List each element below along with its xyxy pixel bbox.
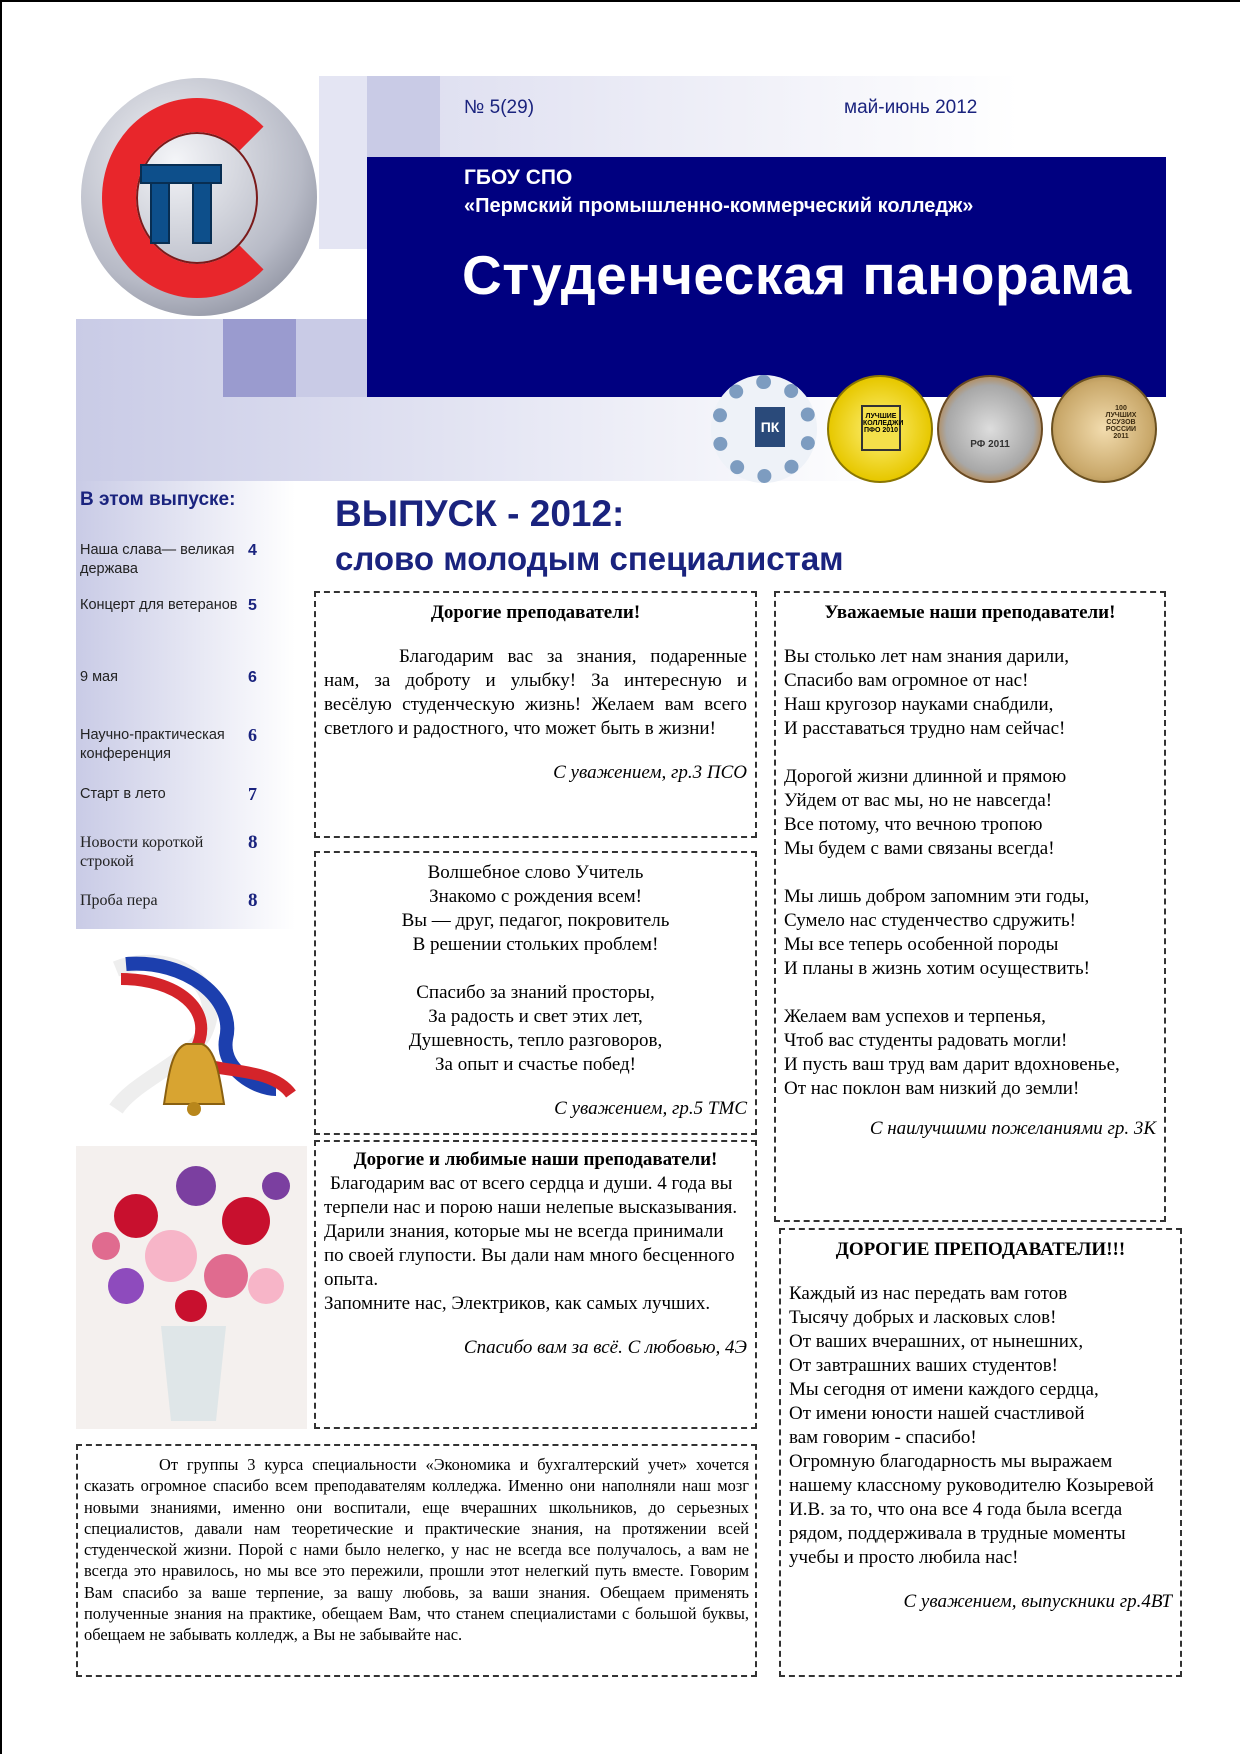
letter-box-4e [314, 1140, 757, 1429]
deco-square [296, 319, 367, 397]
poem-box-4vt [779, 1228, 1182, 1677]
letter-signature: С уважением, гр.3 ПСО [553, 762, 747, 783]
letter-box-economics [76, 1444, 757, 1677]
headline-line2: слово молодым специалистам [335, 540, 844, 577]
bell-image [76, 939, 307, 1129]
toc-heading: В этом выпуске: [80, 489, 236, 510]
toc-item-page: 4 [248, 542, 257, 559]
stanza-gap [784, 861, 1156, 885]
org-line1: ГБОУ СПО [464, 166, 573, 189]
stanza-gap [784, 741, 1156, 765]
poem-line: Знакомо с рождения всем! [429, 886, 642, 907]
logo-letter-p [140, 164, 222, 244]
toc-item-title: Новости короткой строкой [80, 834, 204, 870]
headline-line1: ВЫПУСК - 2012: [335, 493, 625, 534]
bronze-medal-icon [937, 375, 1043, 483]
toc-item[interactable] [80, 668, 300, 687]
poem-line: И планы в жизнь хотим осуществить! [784, 958, 1090, 979]
poem-line: За опыт и счастье побед! [435, 1054, 636, 1075]
pk-label: ПК [755, 407, 785, 447]
poem-line: От завтрашних ваших студентов! [789, 1355, 1059, 1376]
poem-box-5tms [314, 851, 757, 1135]
poem-line: За радость и свет этих лет, [428, 1006, 643, 1027]
toc-item[interactable] [80, 891, 300, 910]
letter-title: Дорогие и любимые наши преподаватели! [353, 1149, 718, 1170]
toc-item-page: 6 [248, 725, 257, 745]
gold-medal-icon [1051, 375, 1157, 483]
toc-item-title: Научно-практическая конференция [80, 727, 225, 762]
poem-line: Желаем вам успехов и терпенья, [784, 1006, 1046, 1027]
letter-text: Благодарим вас за знания, подаренные нам, за доброту и улыбку! За интересную и весёлую студенческую жизнь! Желаем вам всего светлого и радостного, что может быть в жизни! [324, 646, 747, 739]
poem-line: В решении стольких проблем! [412, 934, 659, 955]
deco-square [223, 319, 296, 397]
poem-line: Сумело нас студенчество сдружить! [784, 910, 1076, 931]
poem-line: вам говорим - спасибо! [789, 1427, 977, 1448]
letter-text: Благодарим вас от всего сердца и души. 4 года вы терпели нас и порою наши нелепые высказывания. [324, 1173, 738, 1218]
toc-item[interactable] [80, 726, 300, 764]
poem-line: Уйдем от вас мы, но не навсегда! [784, 790, 1053, 811]
poem-line: Вы — друг, педагог, покровитель [401, 910, 670, 931]
poem-lines [789, 1282, 1172, 1450]
table-of-contents [76, 481, 307, 929]
toc-item-page: 6 [248, 669, 257, 686]
toc-item[interactable] [80, 785, 300, 804]
poem-box-3k [774, 591, 1166, 1222]
letter-box-3pso [314, 591, 757, 838]
medal-label: 100 ЛУЧШИХ ССУЗОВ РОССИИ 2011 [1105, 405, 1137, 440]
poem-line: Спасибо вам огромное от нас! [784, 670, 1029, 691]
poem-line: Наш кругозор науками снабдили, [784, 694, 1054, 715]
medal-label: ЛУЧШИЕ КОЛЛЕДЖИ ПФО 2010 [861, 405, 901, 451]
college-logo [76, 76, 319, 319]
medal-label: РФ 2011 [970, 439, 1010, 450]
toc-item-page: 8 [248, 832, 258, 853]
poem-line: И пусть ваш труд вам дарит вдохновенье, [784, 1054, 1120, 1075]
deco-square [367, 76, 440, 157]
issue-date: май-июнь 2012 [844, 97, 978, 118]
poem-lines [784, 645, 1156, 1101]
stanza-gap [784, 981, 1156, 1005]
toc-item-page: 5 [248, 597, 257, 614]
poem-line: Мы сегодня от имени каждого сердца, [789, 1379, 1099, 1400]
toc-item-title: Концерт для ветеранов [80, 597, 238, 613]
poem-line: Мы лишь добром запомним эти годы, [784, 886, 1090, 907]
letter-signature: С наилучшими пожеланиями гр. 3К [869, 1118, 1156, 1139]
toc-item-page: 7 [248, 784, 257, 804]
letter-title: Уважаемые наши преподаватели! [824, 602, 1116, 623]
toc-item-page: 8 [248, 890, 258, 911]
poem-line: От нас поклон вам низкий до земли! [784, 1078, 1080, 1099]
poem-line: Мы будем с вами связаны всегда! [784, 838, 1055, 859]
letter-title: ДОРОГИЕ ПРЕПОДАВАТЕЛИ!!! [835, 1239, 1126, 1260]
poem-line: Каждый из нас передать вам готов [789, 1283, 1068, 1304]
poem-line: Тысячу добрых и ласковых слов! [789, 1307, 1057, 1328]
poem-line: Душевность, тепло разговоров, [408, 1030, 663, 1051]
org-line2: «Пермский промышленно-коммерческий колледж» [464, 195, 974, 217]
vase-icon [161, 1326, 226, 1421]
poem-line: Вы столько лет нам знания дарили, [784, 646, 1070, 667]
letter-signature: С уважением, гр.5 ТМС [554, 1098, 747, 1119]
toc-item-title: Проба пера [80, 892, 158, 909]
toc-item-title: Наша слава— великая держава [80, 542, 235, 577]
letter-signature: С уважением, выпускники гр.4ВТ [903, 1591, 1172, 1612]
poem-line: Дорогой жизни длинной и прямою [784, 766, 1067, 787]
newspaper-title: Студенческая панорама [462, 244, 1132, 306]
issue-number: № 5(29) [464, 97, 535, 118]
letter-signature: Спасибо вам за всё. С любовью, 4Э [463, 1337, 747, 1358]
poem-line: Все потому, что вечною тропою [784, 814, 1043, 835]
toc-item[interactable] [80, 833, 300, 871]
poem-line: От ваших вчерашних, от нынешних, [789, 1331, 1084, 1352]
gear-laptop-emblem-icon [711, 375, 817, 483]
letter-title: Дорогие преподаватели! [430, 602, 641, 623]
medals-row [711, 375, 1161, 485]
bell-icon [164, 1044, 224, 1104]
toc-item-title: 9 мая [80, 669, 118, 685]
letter-text: Огромную благодарность мы выражаем нашему классному руководителю Козыревой И.В. за то, что она все 4 года была всегда рядом, поддерживала в трудные моменты учебы и просто любила нас! [789, 1451, 1154, 1568]
poem-line: И расставаться трудно нам сейчас! [784, 718, 1066, 739]
letter-text: Дарили знания, которые мы не всегда принимали по своей глупости. Вы дали нам много бесценного опыта. [324, 1221, 735, 1290]
toc-item-title: Старт в лето [80, 786, 166, 802]
toc-item[interactable] [80, 596, 300, 615]
letter-text: Запомните нас, Электриков, как самых лучших. [324, 1293, 711, 1314]
flowers-image [76, 1146, 307, 1429]
toc-item[interactable] [80, 541, 300, 579]
poem-line: Мы все теперь особенной породы [784, 934, 1059, 955]
gold-medal-icon [827, 375, 933, 483]
poem-line: Спасибо за знаний просторы, [416, 982, 655, 1003]
poem-line: Волшебное слово Учитель [427, 862, 644, 883]
poem-line: Чтоб вас студенты радовать могли! [784, 1030, 1068, 1051]
deco-square [319, 76, 367, 157]
letter-text: От группы 3 курса специальности «Экономика и бухгалтерский учет» хочется сказать огромное спасибо всем преподавателям колледжа. Именно они наполняли наш мозг новыми знаниями, именно они воспитали, еще вчерашних школьников, до серьезных специалистов, давали нам теоретические и практические знания, на протяжении всей студенческой жизни. Порой с нами было нелегко, у нас не всегда все получалось, а вам не всегда это нравилось, но мы все это пережили, прошли этот нелегкий путь вместе. Говорим Вам спасибо за ваше терпение, за вашу любовь, за ваши знания. Обещаем применять полученные знания на практике, обещаем Вам, что станем специалистами с большой буквы, обещаем не забывать колледж, а Вы не забывайте нас. [84, 1455, 749, 1645]
poem-line: От имени юности нашей счастливой [789, 1403, 1085, 1424]
